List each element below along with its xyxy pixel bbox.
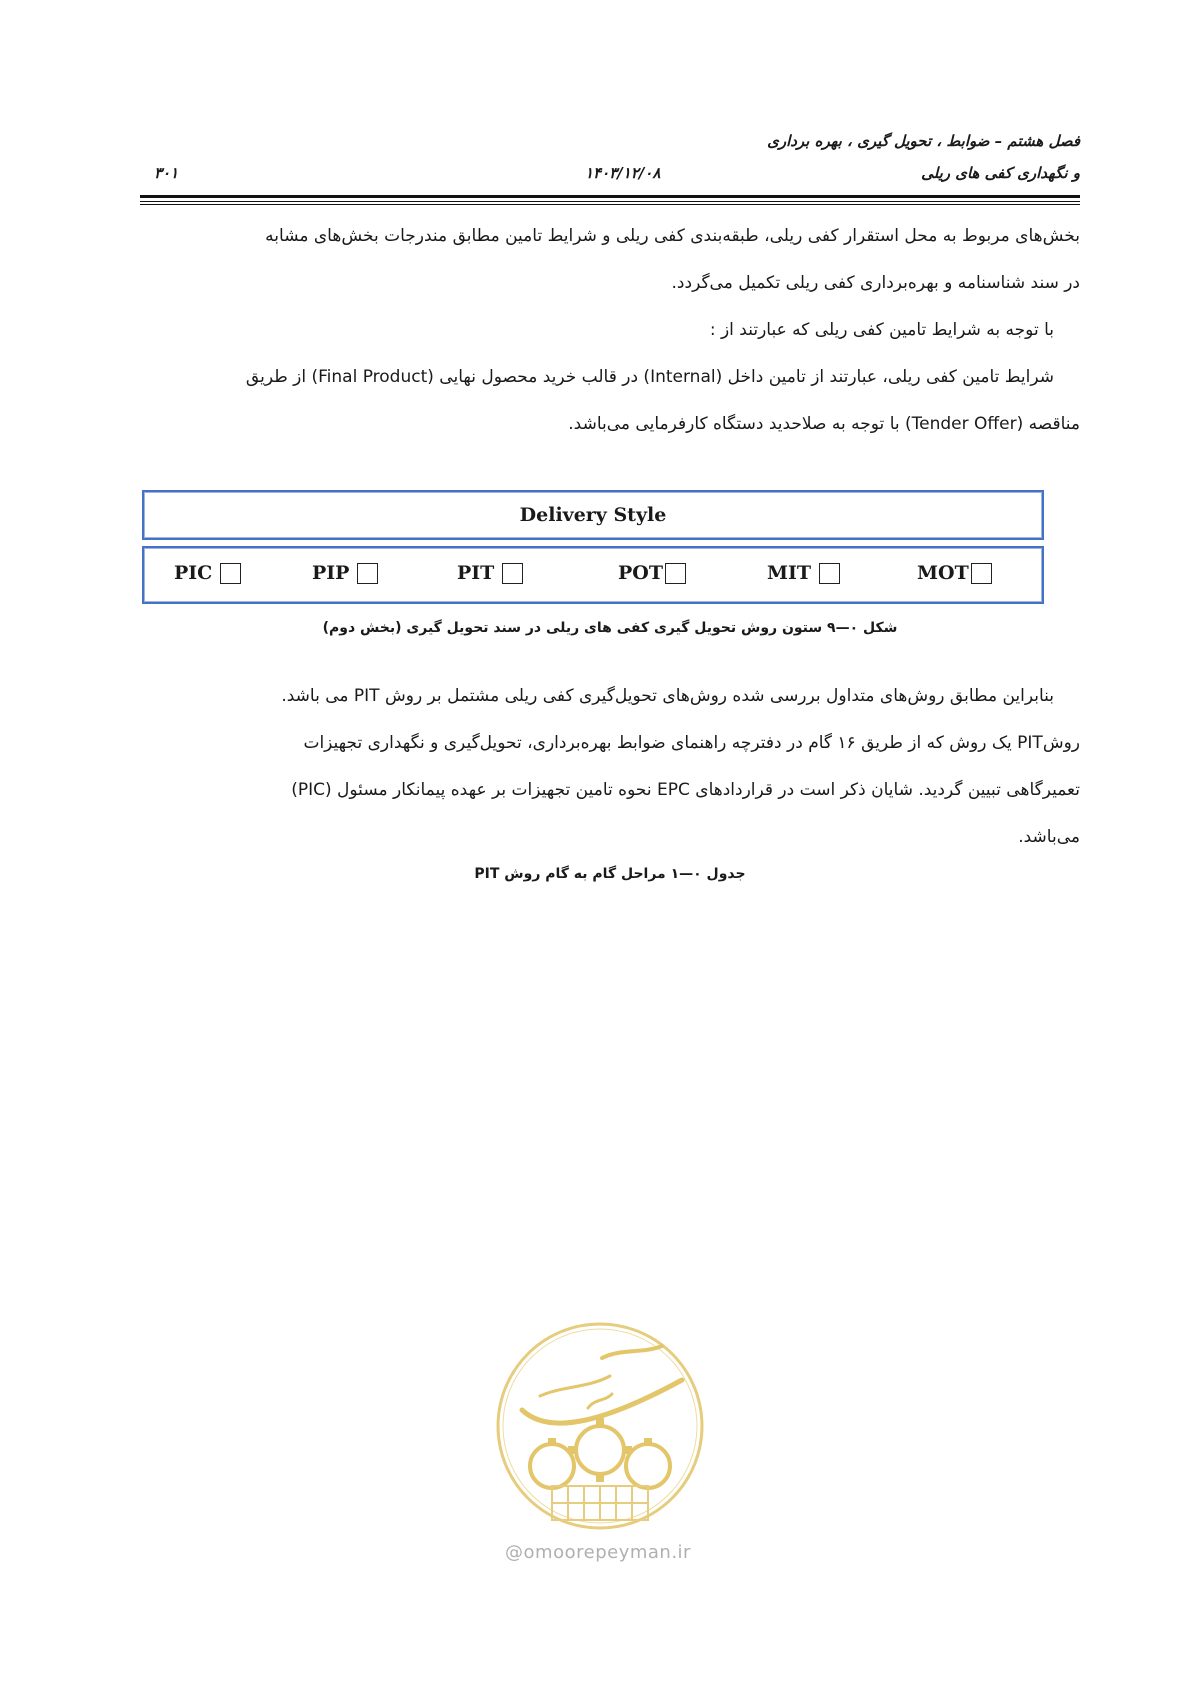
option-label: MIT	[767, 562, 812, 584]
option-label: PIT	[457, 562, 495, 584]
header-date: ۱۴۰۳/۱۲/۰۸	[585, 164, 661, 182]
figure-caption: شکل ۰—۹ ستون روش تحویل گیری کفی های ریلی در سند تحویل گیری (بخش دوم)	[322, 620, 898, 636]
header-divider-thin	[140, 201, 1080, 202]
checkbox-icon[interactable]	[665, 563, 686, 584]
page-header	[140, 126, 1080, 192]
intro-line: شرایط تامین کفی ریلی، عبارتند از تامین داخل (Internal) در قالب خرید محصول نهایی (Final Product) از طریق	[245, 367, 1054, 387]
checkbox-icon[interactable]	[971, 563, 992, 584]
header-divider	[140, 195, 1080, 198]
option-pot[interactable]	[618, 562, 686, 584]
checkbox-icon[interactable]	[502, 563, 523, 584]
delivery-style-figure	[142, 490, 1044, 604]
option-mot[interactable]	[917, 562, 992, 584]
body-line: روشPIT یک روش که از طریق ۱۶ گام در دفترچه راهنمای ضوابط بهره‌برداری، تحویل‌گیری و نگهداری تجهیزات	[303, 733, 1080, 753]
header-divider-thin-2	[140, 204, 1080, 205]
page-number: ۳۰۱	[154, 164, 179, 182]
body-line: می‌باشد.	[1018, 827, 1080, 847]
intro-line: در سند شناسنامه و بهره‌برداری کفی ریلی تکمیل می‌گردد.	[671, 273, 1080, 293]
option-pit[interactable]	[457, 562, 523, 584]
option-pip[interactable]	[312, 562, 378, 584]
checkbox-icon[interactable]	[819, 563, 840, 584]
option-pic[interactable]	[174, 562, 241, 584]
chapter-title-line-1: فصل هشتم – ضوابط ، تحویل گیری ، بهره برداری	[767, 132, 1080, 150]
checkbox-icon[interactable]	[357, 563, 378, 584]
figure-title: Delivery Style	[142, 490, 1044, 540]
table-caption: جدول ۰—۱ مراحل گام به گام روش PIT	[474, 866, 746, 882]
option-label: MOT	[917, 562, 969, 584]
option-label: POT	[618, 562, 663, 584]
intro-line: مناقصه (Tender Offer) با توجه به صلاحدید دستگاه کارفرمایی می‌باشد.	[568, 414, 1080, 434]
checkbox-icon[interactable]	[220, 563, 241, 584]
intro-line: بخش‌های مربوط به محل استقرار کفی ریلی، طبقه‌بندی کفی ریلی و شرایط تامین مطابق مندرجات بخش‌های مشابه	[265, 226, 1080, 246]
body-line: تعمیرگاهی تبیین گردید. شایان ذکر است در قراردادهای EPC نحوه تامین تجهیزات بر عهده پیمانکار مسئول (PIC)	[291, 780, 1080, 800]
option-label: PIC	[174, 562, 213, 584]
intro-line: با توجه به شرایط تامین کفی ریلی که عبارتند از :	[709, 320, 1054, 340]
body-line: بنابراین مطابق روش‌های متداول بررسی شده روش‌های تحویل‌گیری کفی ریلی مشتمل بر روش PIT می باشد.	[281, 686, 1054, 706]
delivery-options-row	[142, 546, 1044, 604]
watermark-url: @omoorepeyman.ir	[505, 1542, 691, 1563]
chapter-title-line-2: و نگهداری کفی های ریلی	[921, 164, 1080, 182]
option-label: PIP	[312, 562, 350, 584]
watermark-logo	[492, 1318, 708, 1534]
option-mit[interactable]	[767, 562, 840, 584]
body-paragraphs	[140, 673, 1080, 861]
intro-paragraphs	[140, 213, 1080, 448]
